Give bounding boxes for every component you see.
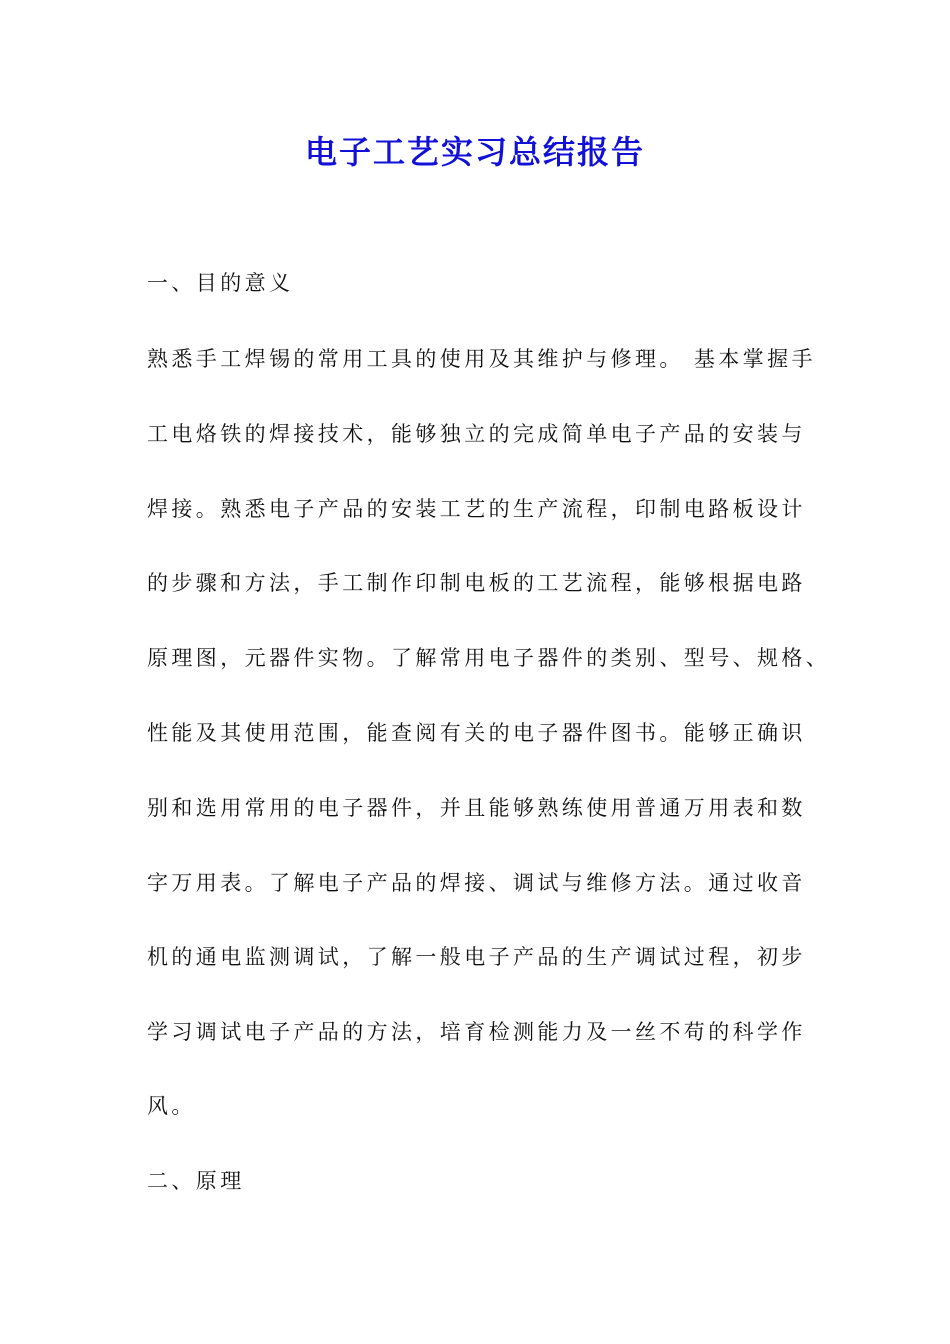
- document-title: 电子工艺实习总结报告: [304, 133, 645, 171]
- section-heading-principle: 二、原理: [147, 1169, 245, 1193]
- paragraph-line: 字万用表。了解电子产品的焊接、调试与维修方法。通过收音: [147, 871, 806, 895]
- paragraph-line: 工电烙铁的焊接技术，能够独立的完成简单电子产品的安装与: [147, 422, 806, 446]
- paragraph-line: 别和选用常用的电子器件，并且能够熟练使用普通万用表和数: [147, 796, 806, 820]
- section-heading-purpose: 一、目的意义: [147, 271, 294, 295]
- paragraph-line: 学习调试电子产品的方法，培育检测能力及一丝不苟的科学作: [147, 1020, 806, 1044]
- paragraph-line: 性能及其使用范围，能查阅有关的电子器件图书。能够正确识: [147, 721, 806, 745]
- paragraph-line: 焊接。熟悉电子产品的安装工艺的生产流程，印制电路板设计: [147, 497, 806, 521]
- paragraph-line: 的步骤和方法，手工制作印制电板的工艺流程，能够根据电路: [147, 571, 806, 595]
- paragraph-line: 机的通电监测调试，了解一般电子产品的生产调试过程，初步: [147, 945, 806, 969]
- paragraph-line: 风。: [147, 1094, 196, 1118]
- paragraph-line: 熟悉手工焊锡的常用工具的使用及其维护与修理。 基本掌握手: [147, 347, 816, 371]
- paragraph-line: 原理图，元器件实物。了解常用电子器件的类别、型号、规格、: [147, 646, 831, 670]
